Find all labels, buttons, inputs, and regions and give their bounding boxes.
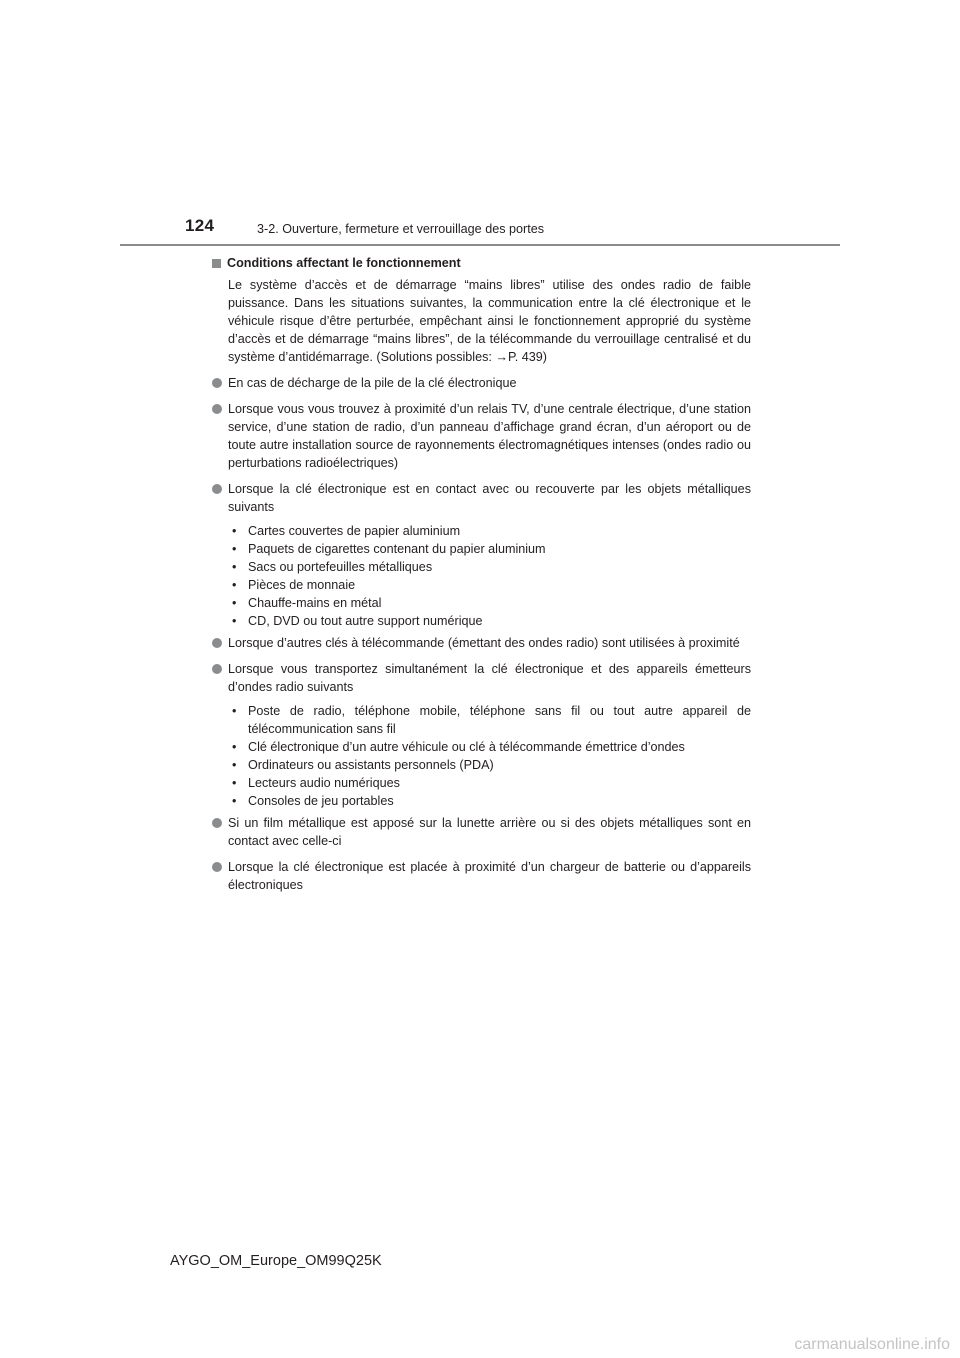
sub-item-text: CD, DVD ou tout autre support numérique	[248, 614, 483, 628]
page-number: 124	[185, 216, 215, 235]
bullet-text: Si un film métallique est apposé sur la lunette arrière ou si des objets métalliques sont en contact avec celle-ci	[228, 816, 751, 848]
bullet-text: Lorsque la clé électronique est placée à proximité d’un chargeur de batterie ou d’appareils électroniques	[228, 860, 751, 892]
bullet-list	[211, 374, 751, 894]
sub-list	[228, 522, 751, 630]
bullet-dot-icon	[212, 378, 222, 388]
sub-item-text: Poste de radio, téléphone mobile, téléphone sans fil ou tout autre appareil de télécommunication sans fil	[248, 704, 751, 736]
sub-bullet-marker: •	[232, 542, 237, 556]
bullet-text: Lorsque vous transportez simultanément la clé électronique et des appareils émetteurs d’ondes radio suivants	[228, 662, 751, 694]
bullet-item	[211, 814, 751, 850]
bullet-dot-icon	[212, 862, 222, 872]
main-content	[211, 254, 751, 894]
watermark: carmanualsonline.info	[794, 1336, 950, 1353]
bullet-item	[211, 400, 751, 472]
sub-bullet-marker: •	[232, 740, 237, 754]
sub-list-item	[228, 792, 751, 810]
bullet-item	[211, 858, 751, 894]
bullet-text: Lorsque la clé électronique est en contact avec ou recouverte par les objets métalliques suivants	[228, 482, 751, 514]
sub-item-text: Ordinateurs ou assistants personnels (PDA)	[248, 758, 494, 772]
sub-bullet-marker: •	[232, 704, 237, 718]
sub-bullet-marker: •	[232, 560, 237, 574]
intro-paragraph: Le système d’accès et de démarrage “mains libres” utilise des ondes radio de faible puissance. Dans les situations suivantes, la communication entre la clé électronique et le véhicule risque d’être perturbée, empêchant ainsi le fonctionnement approprié du système d’accès et de démarrage “mains libres”, de la télécommande du verrouillage centralisé et du système d’antidémarrage. (Solutions possibles: →P. 439)	[228, 278, 751, 364]
sub-item-text: Pièces de monnaie	[248, 578, 356, 592]
header-divider	[120, 244, 840, 246]
sub-list-item	[228, 576, 751, 594]
sub-list-item	[228, 558, 751, 576]
sub-bullet-marker: •	[232, 776, 237, 790]
sub-item-text: Clé électronique d’un autre véhicule ou clé à télécommande émettrice d’ondes	[248, 740, 685, 754]
sub-bullet-marker: •	[232, 524, 237, 538]
bullet-item	[211, 374, 751, 392]
bullet-text: En cas de décharge de la pile de la clé électronique	[228, 376, 517, 390]
sub-item-text: Lecteurs audio numériques	[248, 776, 400, 790]
sub-list-item	[228, 612, 751, 630]
sub-bullet-marker: •	[232, 614, 237, 628]
bullet-item	[211, 660, 751, 696]
sub-item-text: Paquets de cigarettes contenant du papier aluminium	[248, 542, 546, 556]
bullet-text: Lorsque vous vous trouvez à proximité d’un relais TV, d’une centrale électrique, d’une station service, d’une station de radio, d’un panneau d’affichage grand écran, d’un aéroport ou de toute autre installation source de rayonnements électromagnétiques intenses (ondes radio ou perturbations radioélectriques)	[228, 402, 751, 470]
sub-bullet-marker: •	[232, 794, 237, 808]
sub-item-text: Cartes couvertes de papier aluminium	[248, 524, 461, 538]
document-code: AYGO_OM_Europe_OM99Q25K	[170, 1253, 382, 1269]
sub-list-item	[228, 738, 751, 756]
sub-item-text: Consoles de jeu portables	[248, 794, 394, 808]
section-header: 3-2. Ouverture, fermeture et verrouillage des portes	[257, 222, 544, 236]
bullet-dot-icon	[212, 664, 222, 674]
sub-list-item	[228, 702, 751, 738]
bullet-dot-icon	[212, 638, 222, 648]
sub-list-item	[228, 756, 751, 774]
square-icon	[212, 259, 221, 268]
sub-list-item	[228, 540, 751, 558]
bullet-dot-icon	[212, 818, 222, 828]
bullet-text: Lorsque d’autres clés à télécommande (émettant des ondes radio) sont utilisées à proximité	[228, 636, 740, 650]
sub-bullet-marker: •	[232, 578, 237, 592]
sub-list-item	[228, 774, 751, 792]
sub-item-text: Chauffe-mains en métal	[248, 596, 382, 610]
section-heading	[211, 254, 751, 272]
bullet-item	[211, 480, 751, 516]
sub-bullet-marker: •	[232, 596, 237, 610]
bullet-item	[211, 634, 751, 652]
bullet-dot-icon	[212, 484, 222, 494]
sub-list-item	[228, 594, 751, 612]
sub-list	[228, 702, 751, 810]
bullet-dot-icon	[212, 404, 222, 414]
sub-item-text: Sacs ou portefeuilles métalliques	[248, 560, 433, 574]
sub-bullet-marker: •	[232, 758, 237, 772]
section-heading-text: Conditions affectant le fonctionnement	[227, 256, 461, 270]
sub-list-item	[228, 522, 751, 540]
